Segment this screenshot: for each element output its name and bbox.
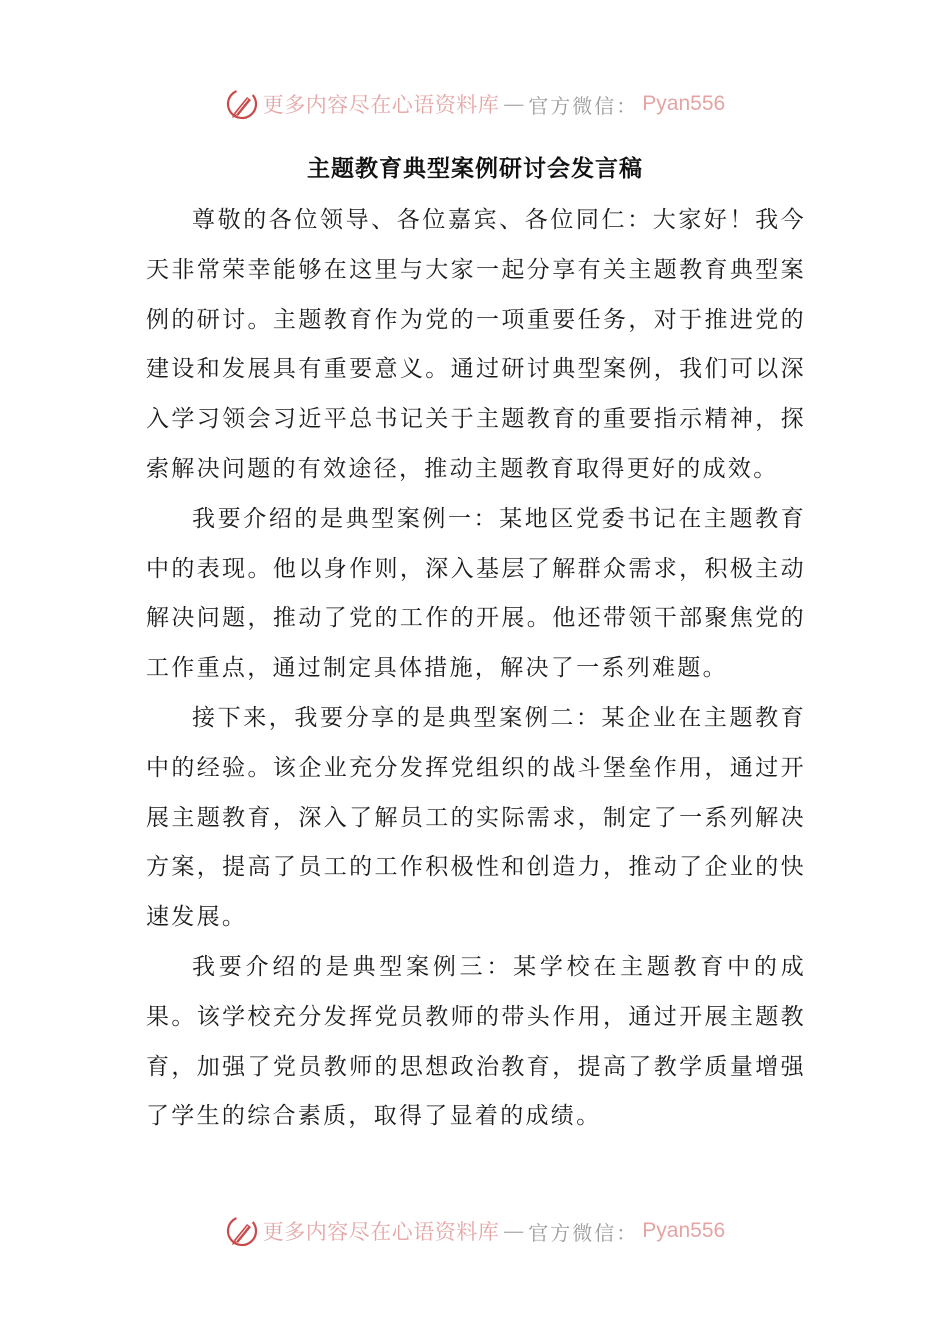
document-title: 主题教育典型案例研讨会发言稿 xyxy=(307,156,643,182)
document-body xyxy=(146,196,806,1142)
watermark-header xyxy=(0,84,950,124)
watermark-wechat-id: Pyan556 xyxy=(642,1219,726,1242)
watermark-separator: — xyxy=(503,1219,525,1243)
watermark-separator: — xyxy=(503,92,525,116)
watermark-footer xyxy=(0,1211,950,1251)
watermark-wechat-label: 官方微信： xyxy=(528,1220,639,1245)
paragraph: 我要介绍的是典型案例一：某地区党委书记在主题教育中的表现。他以身作则，深入基层了解群众需求，积极主动解决问题，推动了党的工作的开展。他还带领干部聚焦党的工作重点，通过制定具体措施，解决了一系列难题。 xyxy=(146,505,806,682)
watermark-wechat-id: Pyan556 xyxy=(642,92,726,115)
watermark-wechat-label: 官方微信： xyxy=(528,93,639,118)
pen-nib-circle-icon xyxy=(225,1214,259,1248)
watermark-text: 更多内容尽在心语资料库 xyxy=(262,93,500,117)
watermark-text: 更多内容尽在心语资料库 xyxy=(262,1220,500,1244)
paragraph: 接下来，我要分享的是典型案例二：某企业在主题教育中的经验。该企业充分发挥党组织的战斗堡垒作用，通过开展主题教育，深入了解员工的实际需求，制定了一系列解决方案，提高了员工的工作积极性和创造力，推动了企业的快速发展。 xyxy=(146,704,806,931)
paragraph: 我要介绍的是典型案例三：某学校在主题教育中的成果。该学校充分发挥党员教师的带头作用，通过开展主题教育，加强了党员教师的思想政治教育，提高了教学质量增强了学生的综合素质，取得了显着的成绩。 xyxy=(146,953,806,1130)
pen-nib-circle-icon xyxy=(225,87,259,121)
paragraph: 尊敬的各位领导、各位嘉宾、各位同仁：大家好！我今天非常荣幸能够在这里与大家一起分享有关主题教育典型案例的研讨。主题教育作为党的一项重要任务，对于推进党的建设和发展具有重要意义。通过研讨典型案例，我们可以深入学习领会习近平总书记关于主题教育的重要指示精神，探索解决问题的有效途径，推动主题教育取得更好的成效。 xyxy=(146,207,806,482)
